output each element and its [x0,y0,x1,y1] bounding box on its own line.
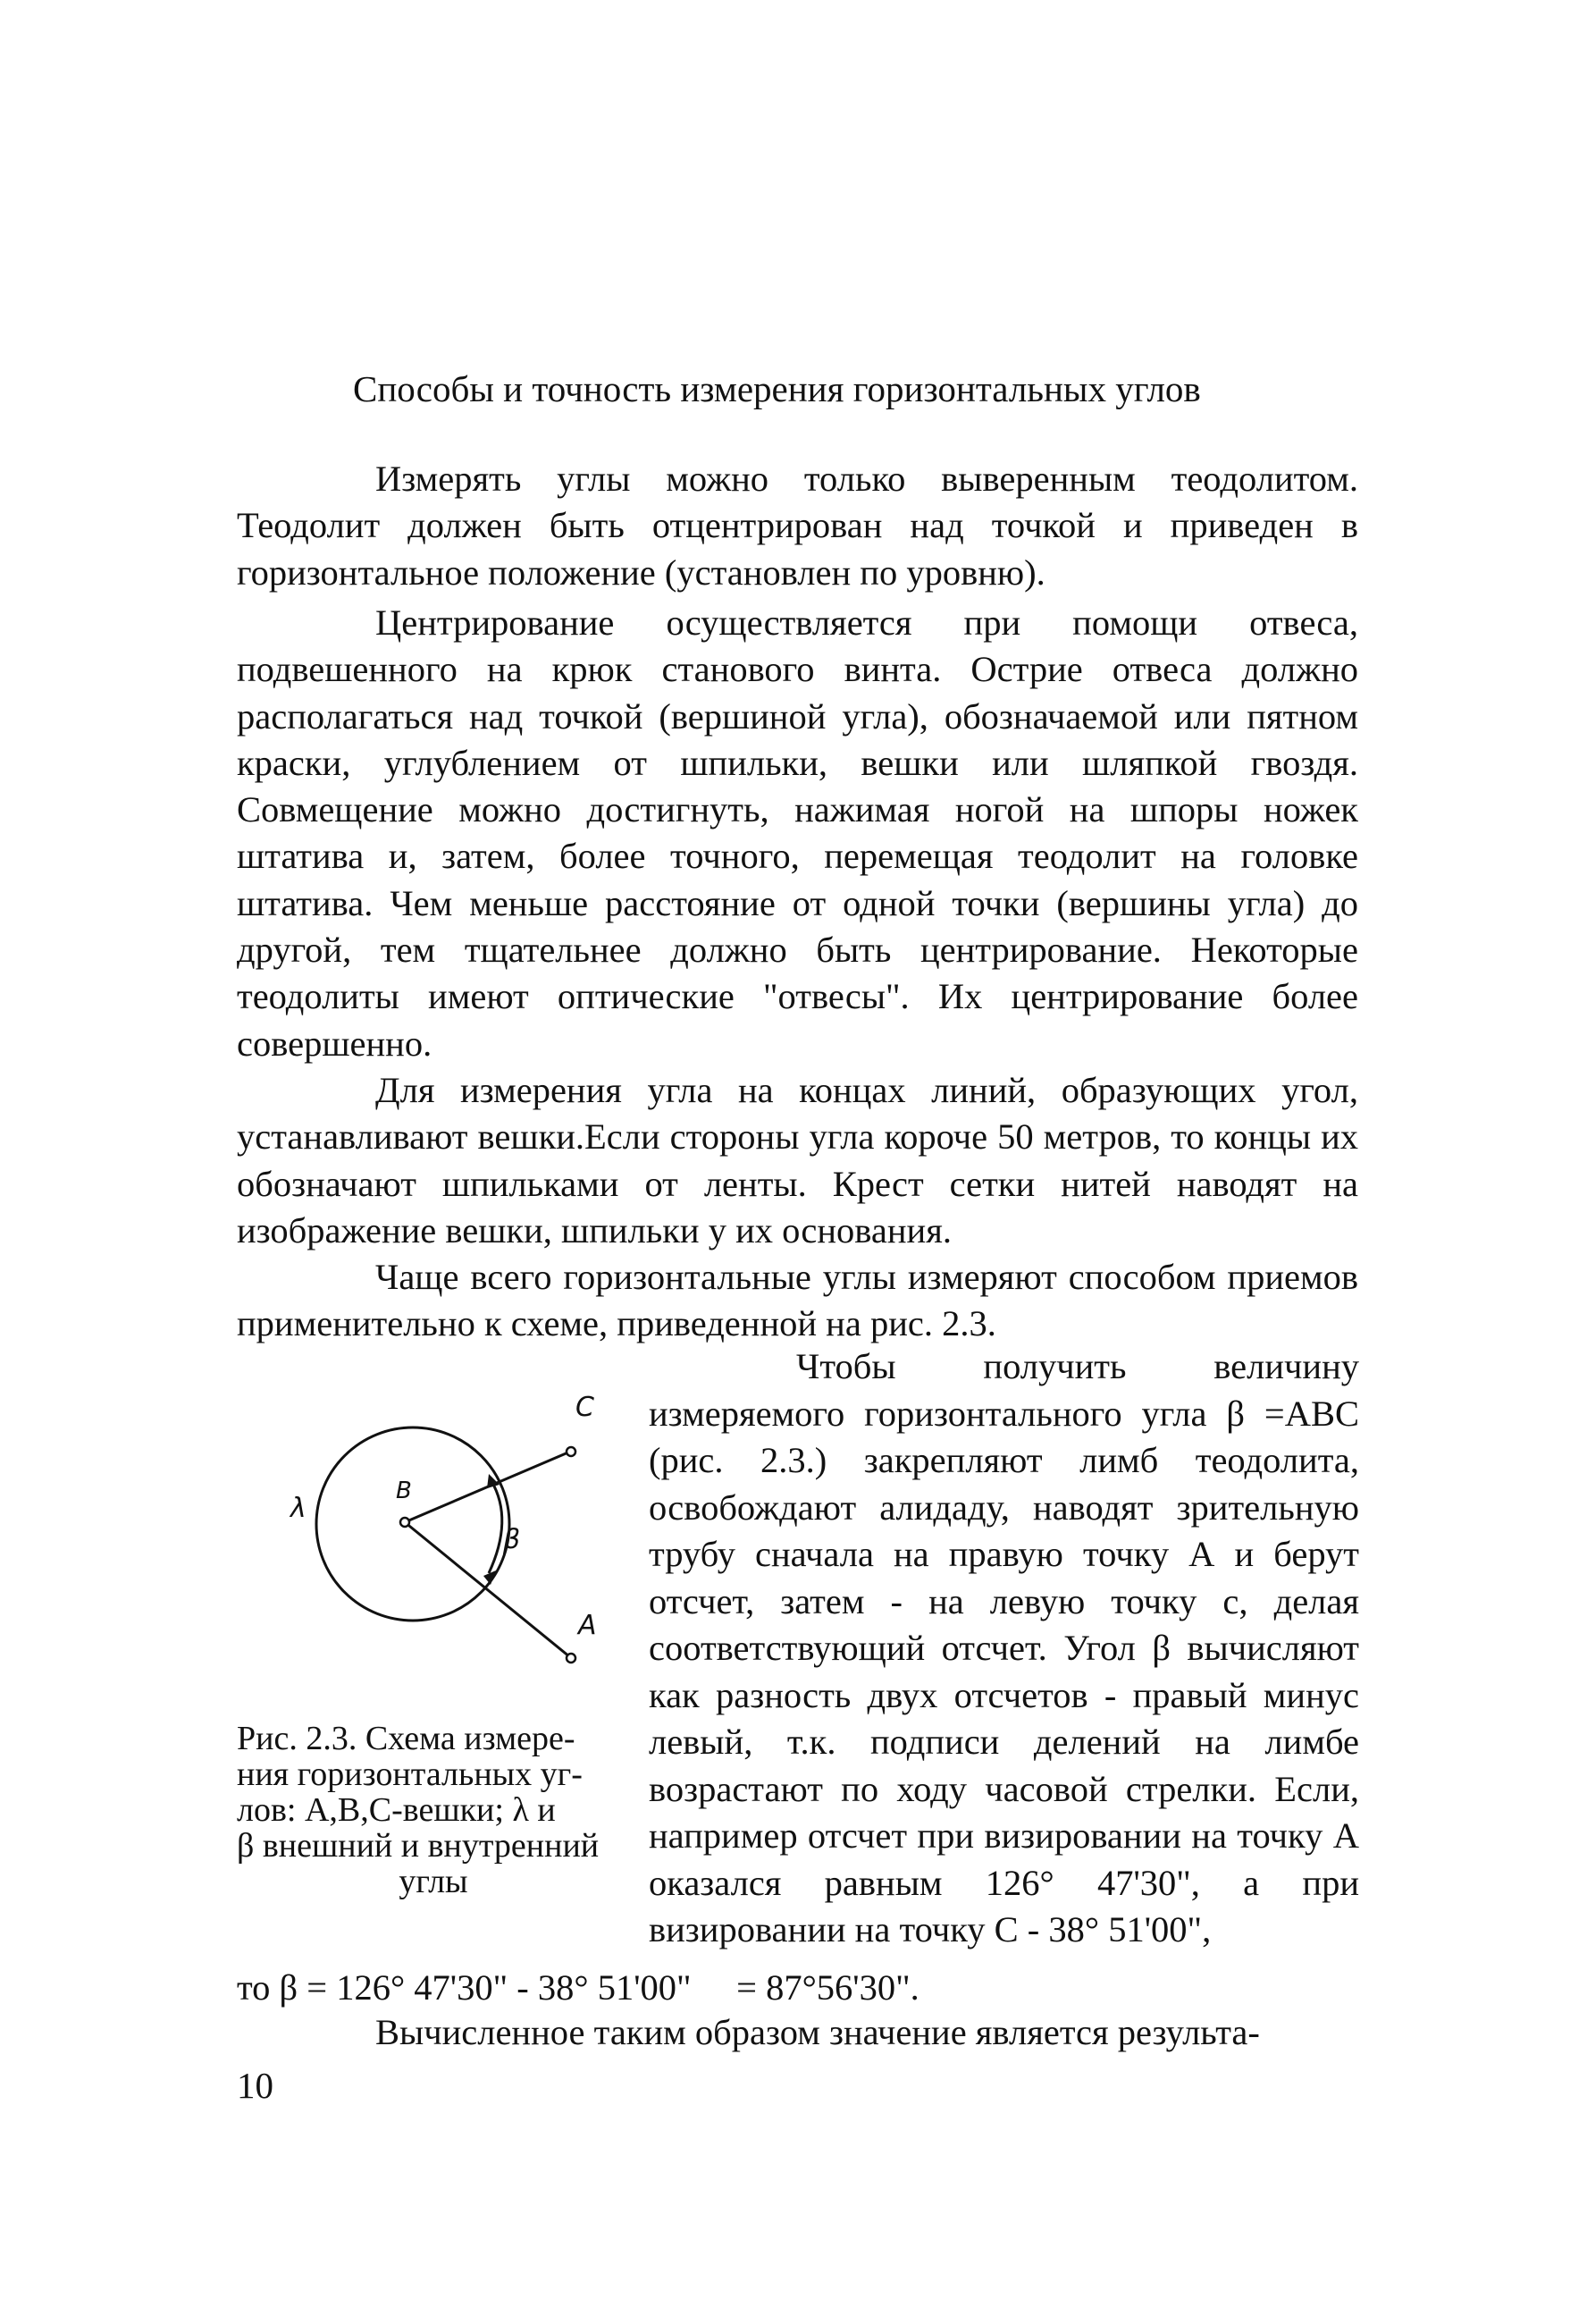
paragraph-1: Измерять углы можно только выверенным теодолитом. Теодолит должен быть отцентрирован над точкой и приведен в горизонтальное положение (установлен по уровню). [237,459,1358,593]
figure-caption [237,1721,630,1899]
paragraph-3: Для измерения угла на концах линий, образующих угол, устанавливают вешки.Если стороны угла короче 50 метров, то концы их обозначают шпильками от ленты. Крест сетки нитей наводят на изображение вешки, шпильки у их основания. [237,1070,1358,1250]
caption-line: углы [399,1863,468,1900]
caption-line: Рис. 2.3. Схема измере- [237,1720,575,1757]
last-line: Вычисленное таким образом значение является результа- [375,2012,1260,2052]
label-beta: β [503,1524,521,1555]
point-c [567,1447,575,1456]
label-a: A [578,1610,597,1641]
caption-line: ния горизонтальных уг- [237,1756,583,1793]
label-lambda: λ [290,1493,306,1524]
line-ba [405,1522,570,1657]
label-b: B [396,1478,412,1504]
label-c: C [575,1392,594,1423]
angle-diagram [237,1381,648,1703]
paragraph-2: Центрирование осуществляется при помощи отвеса, подвешенного на крюк станового винта. Острие отвеса должно располагаться над точкой (вершиной угла), обозначаемой или пятном краски, углублением от шпильки, вешки или шляпкой гвоздя. Совмещение можно достигнуть, нажимая ногой на шпоры ножек штатива и, затем, более точного, перемещая теодолит на головке штатива. Чем меньше расстояние от одной точки (вершины угла) до другой, тем тщательнее должно быть центрирование. Некоторые теодолиты имеют оптические "отвесы". Их центрирование более совершенно. [237,602,1358,1064]
angle-formula: то β = 126° 47'30" - 38° 51'00" = 87°56'30". [237,1967,919,2008]
paragraph-4: Чаще всего горизонтальные углы измеряют способом приемов применительно к схеме, приведенной на рис. 2.3. [237,1257,1358,1344]
point-b [400,1518,409,1527]
section-heading: Способы и точность измерения горизонтальных углов [353,368,1201,409]
point-a [567,1654,575,1663]
limb-circle [316,1427,509,1621]
right-column-text: Чтобы получить величину измеряемого горизонтального угла β =АВС (рис. 2.3.) закрепляют лимб теодолита, освобождают алидаду, наводят зрительную трубу сначала на правую точку А и берут отсчет, затем - на левую точку с, делая соответствующий отсчет. Угол β вычисляют как разность двух отсчетов - правый минус левый, т.к. подписи делений на лимбе возрастают по ходу часовой стрелки. Если, например отсчет при визировании на точку А оказался равным 126° 47'30", а при визировании на точку С - 38° 51'00", [649,1346,1359,1949]
caption-line: лов: А,В,С-вешки; λ и [237,1791,556,1829]
caption-line: β внешний и внутренний [237,1827,600,1865]
page-number: 10 [237,2065,273,2106]
beta-arc [489,1481,502,1573]
